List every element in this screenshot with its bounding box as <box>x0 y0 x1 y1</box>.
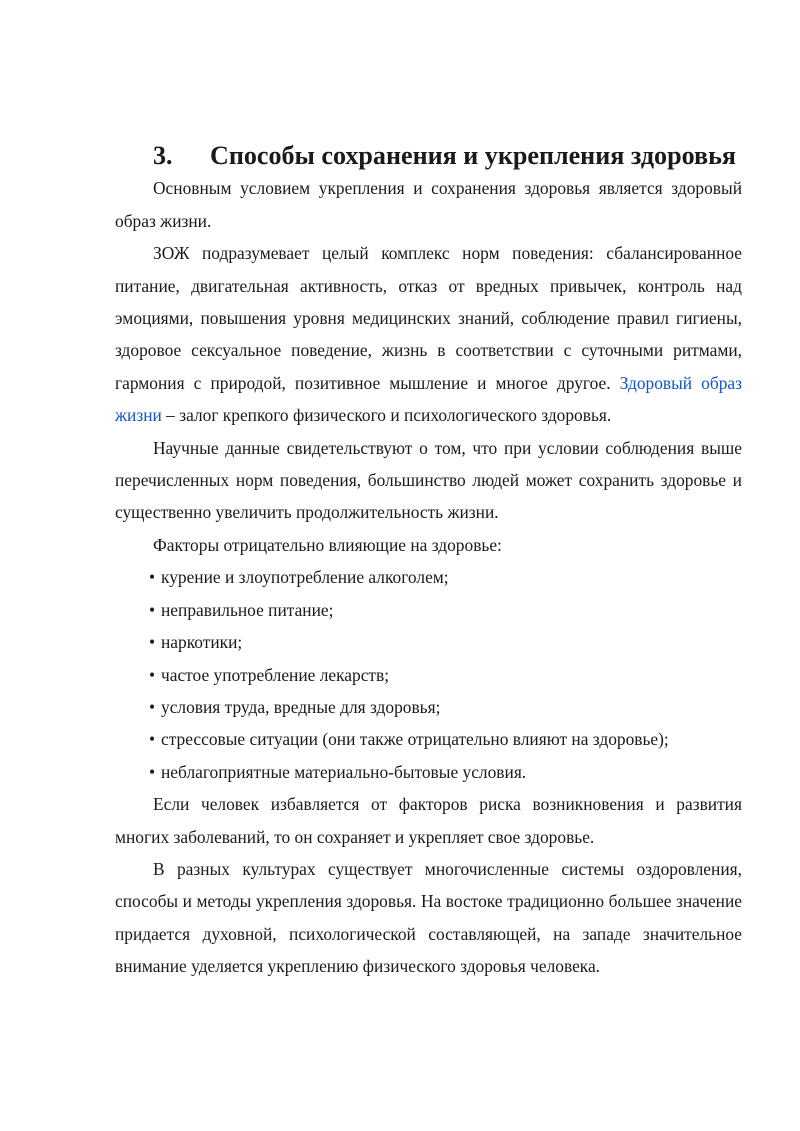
paragraph-cultures: В разных культурах существует многочисленные системы оздоровления, способы и методы укрепления здоровья. На востоке традиционно большее значение придается духовной, психологической составляющей, на западе значительное внимание уделяется укреплению физического здоровья человека. <box>115 858 742 977</box>
paragraph-zozh-definition <box>115 237 742 431</box>
list-item-text: стрессовые ситуации (они также отрицательно влияют на здоровье); <box>161 729 669 750</box>
list-item <box>149 756 742 788</box>
bullet-icon: • <box>149 729 156 750</box>
list-item-text: частое употребление лекарств; <box>161 664 390 685</box>
paragraph-risk-factors: Если человек избавляется от факторов риска возникновения и развития многих заболеваний, то он сохраняет и укрепляет свое здоровье. <box>115 794 742 847</box>
list-item <box>149 659 742 691</box>
list-item-text: условия труда, вредные для здоровья; <box>161 696 441 717</box>
bullet-icon: • <box>149 696 156 717</box>
bullet-icon: • <box>149 761 156 782</box>
list-item-text: неправильное питание; <box>161 599 334 620</box>
list-item-text: неблагоприятные материально-бытовые условия. <box>161 761 527 782</box>
list-item <box>149 561 742 593</box>
bullet-icon: • <box>149 567 156 588</box>
factors-list <box>115 561 742 788</box>
list-item <box>149 594 742 626</box>
paragraph-scientific-data: Научные данные свидетельствуют о том, что при условии соблюдения выше перечисленных норм поведения, большинство людей может сохранить здоровье и существенно увеличить продолжительность жизни. <box>115 437 742 523</box>
healthy-lifestyle-link[interactable]: Здоровый образ жизни <box>115 372 743 426</box>
section-number: 3. <box>153 141 173 170</box>
factors-intro: Факторы отрицательно влияющие на здоровье: <box>153 534 502 555</box>
paragraph-zozh-tail: – залог крепкого физического и психологического здоровья. <box>161 405 612 426</box>
bullet-icon: • <box>149 664 156 685</box>
list-item-text: наркотики; <box>161 632 243 653</box>
section-heading <box>115 140 742 172</box>
list-item-text: курение и злоупотребление алкоголем; <box>161 567 449 588</box>
bullet-icon: • <box>149 599 156 620</box>
paragraph-main-condition: Основным условием укрепления и сохранения здоровья является здоровый образ жизни. <box>115 178 742 231</box>
bullet-icon: • <box>149 632 156 653</box>
section-title: Способы сохранения и укрепления здоровья <box>210 141 736 170</box>
list-item <box>149 626 742 658</box>
paragraph-zozh-text: ЗОЖ подразумевает целый комплекс норм поведения: сбалансированное питание, двигательная активность, отказ от вредных привычек, контроль над эмоциями, повышения уровня медицинских знаний, соблюдение правил гигиены, здоровое сексуальное поведение, жизнь в соответствии с суточными ритмами, гармония с природой, позитивное мышление и многое другое. <box>115 243 742 393</box>
document-page <box>115 140 742 983</box>
list-item <box>149 691 742 723</box>
list-item <box>149 723 742 755</box>
